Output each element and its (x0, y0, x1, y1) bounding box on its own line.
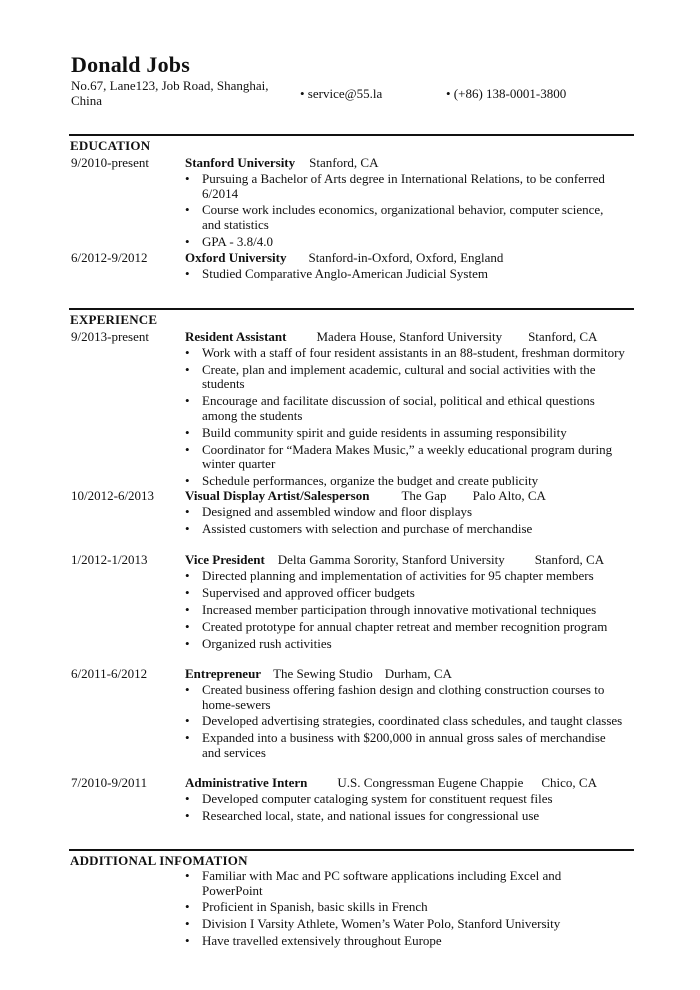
bullet-item: • Encourage and facilitate discussion of social, political and ethical questions among the students (185, 394, 625, 423)
bullet-item: • Directed planning and implementation of activities for 95 chapter members (185, 569, 625, 584)
bullet-item: • Expanded into a business with $200,000 in annual gross sales of merchandise and services (185, 731, 625, 760)
entry-location: Durham, CA (384, 666, 452, 681)
bullet-item: • Created prototype for annual chapter retreat and member recognition program (185, 620, 625, 635)
bullet-item: • Increased member participation through innovative motivational techniques (185, 603, 625, 618)
section-title-experience: EXPERIENCE (70, 312, 158, 327)
section-title-additional: ADDITIONAL INFOMATION (70, 853, 248, 868)
bullet-list (185, 869, 625, 951)
bullet-item: • Create, plan and implement academic, cultural and social activities with the students (185, 363, 625, 392)
entry-role: Resident Assistant (185, 329, 287, 344)
entry-location: Palo Alto, CA (472, 488, 546, 503)
bullet-item: • Developed computer cataloging system for constituent request files (185, 792, 625, 807)
bullet-list (185, 505, 625, 539)
bullet-item: • Course work includes economics, organizational behavior, computer science, and statistics (185, 203, 625, 232)
entry-role: Entrepreneur (185, 666, 262, 681)
entry-heading (185, 552, 604, 567)
bullet-item: • Studied Comparative Anglo-American Judicial System (185, 267, 625, 282)
bullet-item: • Pursuing a Bachelor of Arts degree in International Relations, to be conferred 6/2014 (185, 172, 625, 201)
bullet-item: • Researched local, state, and national issues for congressional use (185, 809, 625, 824)
entry-date: 1/2012-1/2013 (71, 552, 148, 567)
bullet-item: • Familiar with Mac and PC software applications including Excel and PowerPoint (185, 869, 625, 898)
entry-date: 7/2010-9/2011 (71, 775, 148, 790)
candidate-name: Donald Jobs (71, 52, 190, 77)
entry-date: 9/2010-present (71, 155, 149, 170)
entry-role: Oxford University (185, 250, 287, 265)
bullet-item: • Have travelled extensively throughout Europe (185, 934, 625, 949)
bullet-item: • Designed and assembled window and floor displays (185, 505, 625, 520)
bullet-item: • Build community spirit and guide residents in assuming responsibility (185, 426, 625, 441)
entry-location: Stanford-in-Oxford, Oxford, England (308, 250, 504, 265)
bullet-item: • GPA - 3.8/4.0 (185, 235, 625, 250)
bullet-item: • Developed advertising strategies, coordinated class schedules, and taught classes (185, 714, 625, 729)
entry-role: Vice President (185, 552, 265, 567)
phone: • (+86) 138-0001-3800 (446, 86, 567, 101)
experience-section-header (69, 308, 634, 327)
entry-organization: Delta Gamma Sorority, Stanford University (277, 552, 505, 567)
entry-location: Stanford, CA (534, 552, 605, 567)
entry-date: 6/2011-6/2012 (71, 666, 148, 681)
entry-organization: U.S. Congressman Eugene Chappie (337, 775, 524, 790)
entry-location: Stanford, CA (309, 155, 379, 170)
bullet-item: • Organized rush activities (185, 637, 625, 652)
entry-heading (185, 250, 503, 265)
entry-role: Visual Display Artist/Salesperson (185, 488, 370, 503)
entry-location: Chico, CA (541, 775, 597, 790)
entry-date: 10/2012-6/2013 (71, 488, 155, 503)
entry-heading (185, 488, 546, 503)
education-section-header (69, 134, 634, 153)
entry-role: Administrative Intern (185, 775, 308, 790)
additional-section-header (69, 849, 634, 868)
bullet-list (185, 346, 625, 491)
entry-organization: The Gap (401, 488, 447, 503)
bullet-item: • Supervised and approved officer budgets (185, 586, 625, 601)
bullet-item: • Division I Varsity Athlete, Women’s Water Polo, Stanford University (185, 917, 625, 932)
entry-role: Stanford University (185, 155, 296, 170)
bullet-list (185, 569, 625, 653)
entry-organization: The Sewing Studio (273, 666, 373, 681)
bullet-list (185, 683, 625, 763)
bullet-item: • Work with a staff of four resident assistants in an 88-student, freshman dormitory (185, 346, 625, 361)
entry-date: 6/2012-9/2012 (71, 250, 148, 265)
entry-heading (185, 666, 452, 681)
entry-heading (185, 775, 597, 790)
email: • service@55.la (300, 86, 383, 101)
bullet-item: • Coordinator for “Madera Makes Music,” a weekly educational program during winter quarter (185, 443, 625, 472)
bullet-item: • Schedule performances, organize the budget and create publicity (185, 474, 625, 489)
bullet-item: • Proficient in Spanish, basic skills in French (185, 900, 625, 915)
entry-organization: Madera House, Stanford University (316, 329, 503, 344)
entry-date: 9/2013-present (71, 329, 149, 344)
bullet-list (185, 267, 625, 284)
bullet-item: • Created business offering fashion design and clothing construction courses to home-sewers (185, 683, 625, 712)
bullet-list (185, 172, 625, 252)
entry-heading (185, 155, 378, 170)
entry-location: Stanford, CA (528, 329, 598, 344)
section-title-education: EDUCATION (70, 138, 151, 153)
bullet-list (185, 792, 625, 826)
bullet-item: • Assisted customers with selection and purchase of merchandise (185, 522, 625, 537)
address: No.67, Lane123, Job Road, Shanghai, China (71, 78, 269, 108)
entry-heading (185, 329, 597, 344)
